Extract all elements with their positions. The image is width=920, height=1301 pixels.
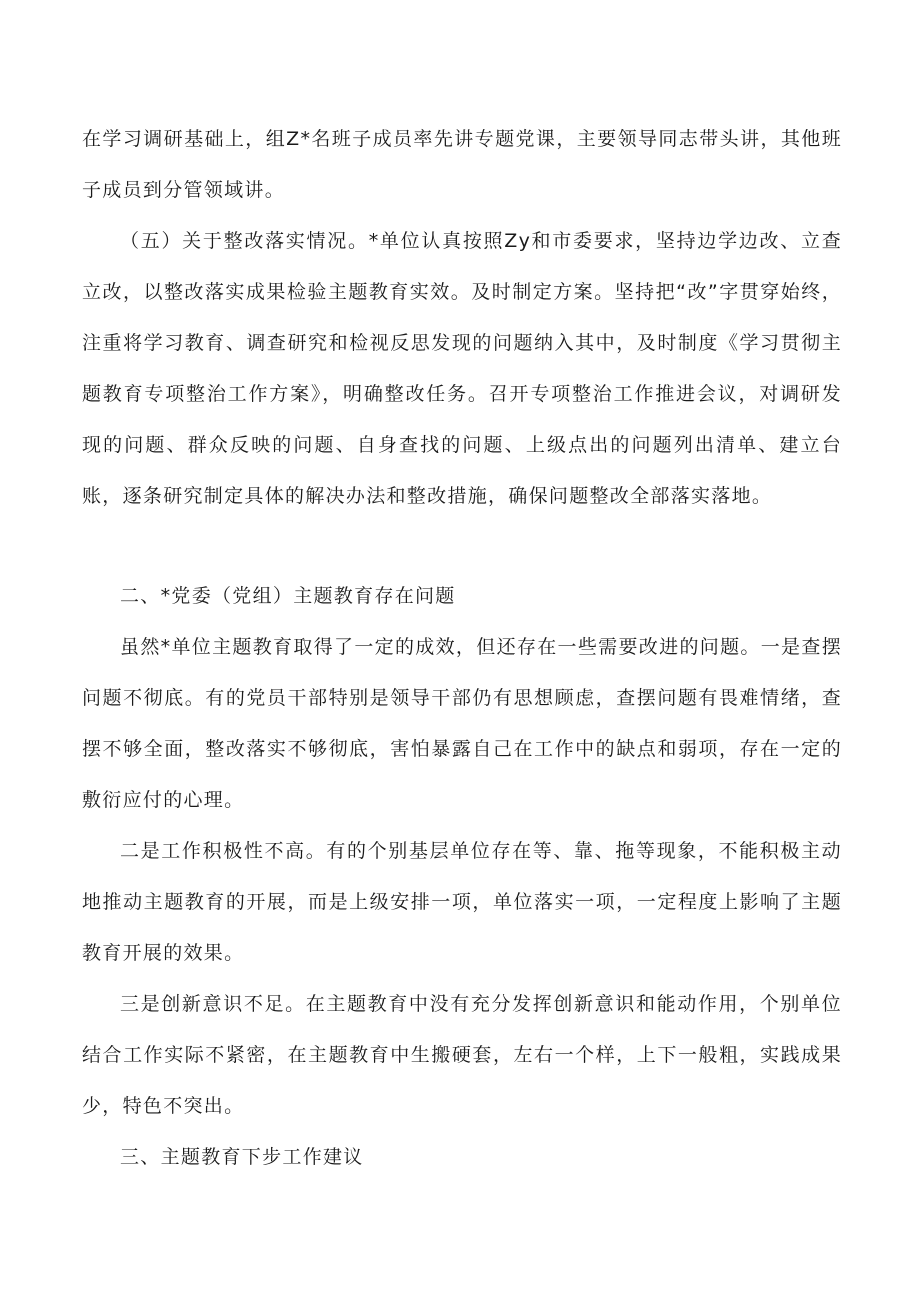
- paragraph-problem-two: 二是工作积极性不高。有的个别基层单位存在等、靠、拖等现象，不能积极主动地推动主题教育的开展，而是上级安排一项，单位落实一项，一定程度上影响了主题教育开展的效果。: [82, 840, 842, 964]
- section-heading-problems: 二、*党委（党组）主题教育存在问题: [120, 585, 456, 607]
- paragraph-problem-three: 三是创新意识不足。在主题教育中没有充分发挥创新意识和能动作用，个别单位结合工作实际不紧密，在主题教育中生搬硬套，左右一个样，上下一般粗，实践成果少，特色不突出。: [82, 993, 842, 1117]
- section-heading-suggestions: 三、主题教育下步工作建议: [120, 1146, 364, 1168]
- paragraph-party-lecture: 在学习调研基础上，组Z*名班子成员率先讲专题党课，主要领导同志带头讲，其他班子成员到分管领域讲。: [82, 128, 842, 201]
- paragraph-problem-one: 虽然*单位主题教育取得了一定的成效，但还存在一些需要改进的问题。一是查摆问题不彻底。有的党员干部特别是领导干部仍有思想顾虑，查摆问题有畏难情绪，查摆不够全面，整改落实不够彻底，害怕暴露自己在工作中的缺点和弱项，存在一定的敷衍应付的心理。: [82, 636, 842, 811]
- paragraph-rectification: （五）关于整改落实情况。*单位认真按照Zy和市委要求，坚持边学边改、立查立改，以整改落实成果检验主题教育实效。及时制定方案。坚持把“改”字贯穿始终，注重将学习教育、调查研究和检视反思发现的问题纳入其中，及时制度《学习贯彻主题教育专项整治工作方案》，明确整改任务。召开专项整治工作推进会议，对调研发现的问题、群众反映的问题、自身查找的问题、上级点出的问题列出清单、建立台账，逐条研究制定具体的解决办法和整改措施，确保问题整改全部落实落地。: [82, 230, 842, 507]
